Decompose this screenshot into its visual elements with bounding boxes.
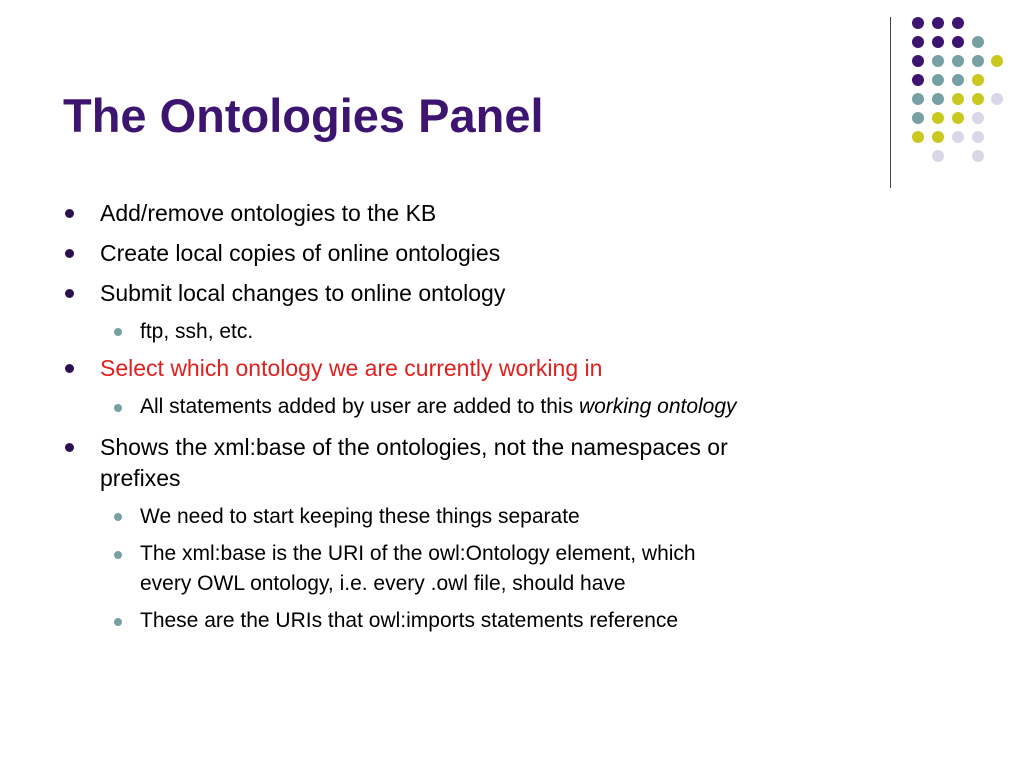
dot xyxy=(912,36,924,48)
sub-bullet-icon xyxy=(114,328,122,336)
dot xyxy=(972,93,984,105)
dot xyxy=(952,131,964,143)
bullet-item: Shows the xml:base of the ontologies, not the namespaces or xyxy=(100,434,728,460)
bullet-icon xyxy=(65,289,74,298)
dot xyxy=(932,55,944,67)
dot xyxy=(932,150,944,162)
dot xyxy=(932,112,944,124)
bullet-icon xyxy=(65,249,74,258)
dot xyxy=(932,93,944,105)
sub-bullet-item: The xml:base is the URI of the owl:Ontology element, which xyxy=(140,542,696,565)
dot xyxy=(972,74,984,86)
dot xyxy=(972,36,984,48)
sub-bullet-item xyxy=(140,393,737,421)
dot xyxy=(932,17,944,29)
dot xyxy=(972,131,984,143)
sub-bullet-item: These are the URIs that owl:imports statements reference xyxy=(140,609,679,632)
dot xyxy=(912,17,924,29)
bullet-item: Submit local changes to online ontology xyxy=(100,280,506,306)
bullet-icon xyxy=(65,209,74,218)
dot xyxy=(991,55,1003,67)
sub-bullet-text: All statements added by user are added to this xyxy=(140,395,579,418)
sub-bullet-icon xyxy=(114,404,122,412)
dot xyxy=(912,112,924,124)
sub-bullet-icon xyxy=(114,513,122,521)
bullet-item: Create local copies of online ontologies xyxy=(100,240,501,266)
sub-bullet-item: ftp, ssh, etc. xyxy=(140,320,254,343)
dot xyxy=(952,55,964,67)
vertical-divider xyxy=(890,17,891,188)
dot xyxy=(952,36,964,48)
dot xyxy=(932,74,944,86)
dot xyxy=(932,36,944,48)
dot xyxy=(912,93,924,105)
emphasis-text: working ontology xyxy=(578,395,737,418)
dot xyxy=(952,74,964,86)
bullet-item: Add/remove ontologies to the KB xyxy=(100,200,437,226)
dot-grid xyxy=(912,17,1003,162)
dot xyxy=(912,131,924,143)
dot xyxy=(952,93,964,105)
bullet-item-highlighted: Select which ontology we are currently working in xyxy=(100,355,603,381)
bullet-icon xyxy=(65,443,74,452)
bullet-icon xyxy=(65,364,74,373)
sub-bullet-icon xyxy=(114,618,122,626)
sub-bullet-item: We need to start keeping these things separate xyxy=(140,505,580,528)
dot xyxy=(952,17,964,29)
dot xyxy=(991,93,1003,105)
slide-title: The Ontologies Panel xyxy=(63,89,544,142)
dot xyxy=(932,131,944,143)
dot xyxy=(972,55,984,67)
dot xyxy=(912,74,924,86)
sub-bullet-item-continuation: every OWL ontology, i.e. every .owl file, should have xyxy=(140,572,626,595)
dot xyxy=(912,55,924,67)
dot xyxy=(972,150,984,162)
bullet-item-continuation: prefixes xyxy=(100,465,181,491)
dot xyxy=(972,112,984,124)
dot xyxy=(952,112,964,124)
sub-bullet-icon xyxy=(114,551,122,559)
